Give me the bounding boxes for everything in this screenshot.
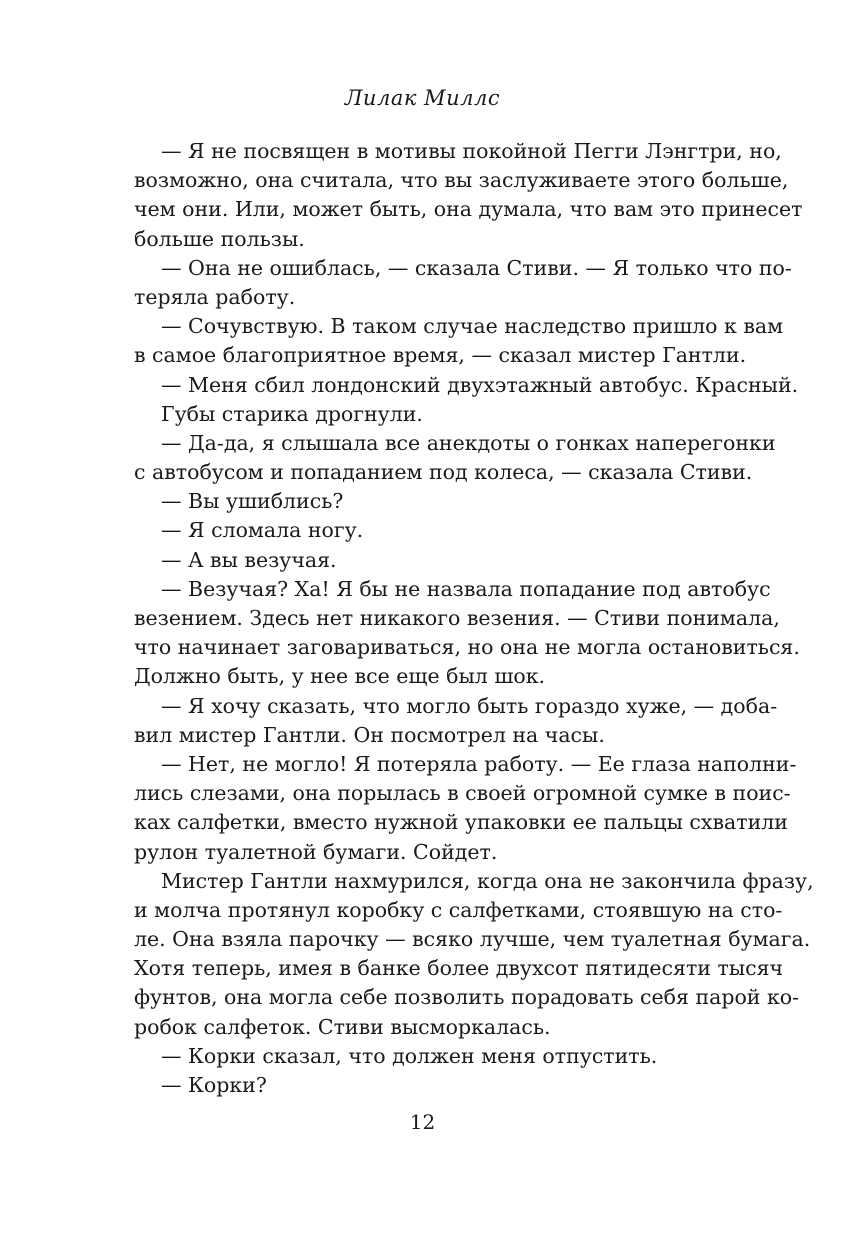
text-line: возможно, она считала, что вы заслуживаете этого больше,: [134, 168, 789, 193]
text-line: — Я хочу сказать, что могло быть гораздо хуже, — доба-: [161, 693, 778, 718]
page-number: 12: [409, 1110, 436, 1134]
text-line: теряла работу.: [134, 284, 296, 309]
text-line: Должно быть, у нее все еще был шок.: [134, 664, 546, 689]
text-line: — Сочувствую. В таком случае наследство пришло к вам: [161, 314, 784, 339]
text-line: ле. Она взяла парочку — всяко лучше, чем туалетная бумага.: [134, 927, 811, 952]
text-line: Губы старика дрогнули.: [161, 401, 423, 426]
body-text: [134, 137, 814, 1100]
text-line: — Да-да, я слышала все анекдоты о гонках наперегонки: [161, 430, 776, 455]
text-line: с автобусом и попаданием под колеса, — сказала Стиви.: [134, 460, 753, 485]
text-line: — Корки сказал, что должен меня отпустить.: [161, 1043, 658, 1068]
text-line: рулон туалетной бумаги. Сойдет.: [134, 839, 498, 864]
text-line: Хотя теперь, имея в банке более двухсот пятидесяти тысяч: [134, 956, 784, 981]
running-head-author: Лилак Миллс: [344, 86, 501, 110]
text-line: в самое благоприятное время, — сказал мистер Гантли.: [134, 343, 747, 368]
text-line: — Корки?: [161, 1073, 267, 1097]
text-line: лись слезами, она порылась в своей огромной сумке в поис-: [134, 781, 791, 806]
text-line: и молча протянул коробку с салфетками, стоявшую на сто-: [134, 897, 783, 922]
text-line: — Меня сбил лондонский двухэтажный автобус. Красный.: [161, 372, 799, 397]
text-line: — Нет, не могло! Я потеряла работу. — Ее глаза наполни-: [161, 751, 797, 776]
text-line: фунтов, она могла себе позволить порадовать себя парой ко-: [134, 985, 800, 1010]
text-line: ках салфетки, вместо нужной упаковки ее пальцы схватили: [134, 810, 788, 835]
text-line: — Она не ошиблась, — сказала Стиви. — Я только что по-: [161, 255, 792, 280]
text-line: — Я не посвящен в мотивы покойной Пегги Лэнгтри, но,: [161, 139, 782, 163]
text-line: больше пользы.: [134, 226, 305, 251]
text-line: что начинает заговариваться, но она не могла остановиться.: [134, 635, 800, 660]
text-line: чем они. Или, может быть, она думала, что вам это принесет: [134, 197, 803, 222]
text-line: вил мистер Гантли. Он посмотрел на часы.: [134, 722, 605, 747]
text-line: везением. Здесь нет никакого везения. — Стиви понимала,: [134, 606, 780, 630]
text-line: робок салфеток. Стиви высморкалась.: [134, 1014, 551, 1039]
text-line: — Везучая? Ха! Я бы не назвала попадание под автобус: [161, 576, 771, 601]
text-line: — Вы ушиблись?: [161, 489, 344, 514]
text-line: — А вы везучая.: [161, 547, 337, 572]
text-line: Мистер Гантли нахмурился, когда она не закончила фразу,: [161, 868, 814, 893]
text-line: — Я сломала ногу.: [161, 518, 364, 543]
